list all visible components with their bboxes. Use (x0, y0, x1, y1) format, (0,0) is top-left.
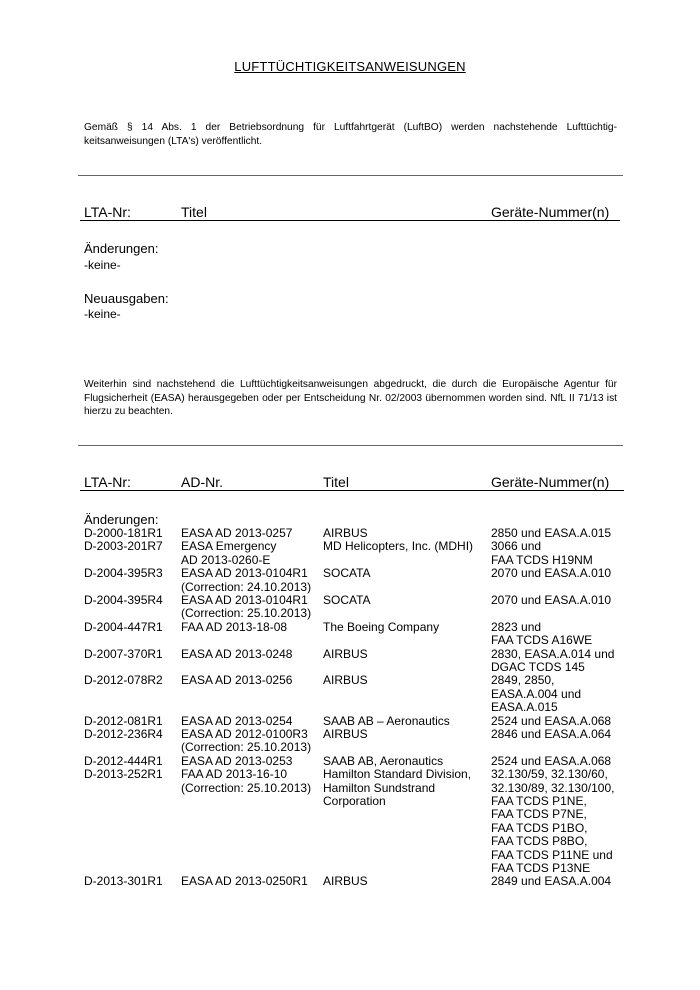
cell-titel (323, 540, 473, 553)
cell-lta-nr (84, 594, 163, 607)
cell-geraete-line: FAA TCDS P13NE (491, 861, 591, 876)
cell-ad-nr (181, 567, 311, 594)
cell-geraete-line: 2070 und EASA.A.010 (491, 566, 612, 581)
cell-ad-nr-line: EASA AD 2013-0253 (181, 753, 293, 768)
cell-geraete (491, 567, 611, 580)
cell-ad-nr (181, 648, 292, 661)
cell-ad-nr (181, 768, 311, 795)
s1-neuausgaben-label: Neuausgaben: (84, 291, 169, 306)
cell-ad-nr-line: FAA AD 2013-16-10 (181, 767, 288, 782)
cell-titel-line: Corporation (323, 794, 386, 808)
cell-ad-nr (181, 875, 308, 888)
cell-geraete (491, 755, 611, 768)
cell-titel-line: MD Helicopters, Inc. (MDHI) (323, 539, 474, 554)
cell-ad-nr-line: EASA Emergency (181, 539, 277, 554)
cell-lta-nr (84, 648, 163, 661)
s2-header-underline (80, 490, 624, 491)
cell-geraete-line: 2524 und EASA.A.068 (491, 713, 612, 728)
cell-ad-nr-line: EASA AD 2013-0254 (181, 713, 293, 728)
cell-geraete-line: FAA TCDS P8BO, (491, 834, 588, 849)
cell-geraete-line: EASA.A.004 und (491, 686, 582, 701)
cell-lta-nr (84, 755, 163, 768)
cell-geraete (491, 728, 611, 741)
cell-geraete (491, 715, 611, 728)
cell-titel-line: The Boeing Company (323, 619, 440, 634)
cell-geraete (491, 527, 611, 540)
cell-lta-nr (84, 567, 163, 580)
cell-geraete (491, 648, 614, 675)
cell-lta-nr-line: D-2012-081R1 (84, 713, 163, 728)
cell-geraete (491, 594, 611, 607)
cell-lta-nr-line: D-2004-395R3 (84, 566, 163, 581)
cell-ad-nr-line: EASA AD 2013-0248 (181, 646, 293, 661)
cell-ad-nr-line: EASA AD 2012-0100R3 (181, 727, 308, 741)
cell-lta-nr (84, 728, 163, 741)
cell-geraete-line: 2823 und (491, 619, 542, 634)
cell-geraete-line: 2524 und EASA.A.068 (491, 753, 612, 768)
cell-ad-nr (181, 621, 287, 634)
cell-lta-nr (84, 768, 163, 781)
cell-geraete (491, 540, 593, 567)
cell-titel (323, 594, 371, 607)
cell-titel (323, 648, 368, 661)
cell-ad-nr (181, 527, 292, 540)
cell-titel (323, 527, 368, 540)
cell-geraete-line: EASA.A.015 (491, 700, 558, 715)
s2-header-titel: Titel (323, 474, 349, 490)
cell-ad-nr-line: EASA AD 2013-0104R1 (181, 566, 308, 581)
cell-titel-line: SAAB AB – Aeronautics (323, 713, 450, 728)
s1-neuausgaben-value: -keine- (84, 307, 121, 321)
cell-geraete-line: 2830, EASA.A.014 und (491, 646, 615, 661)
cell-geraete-line: FAA TCDS P1NE, (491, 794, 587, 808)
cell-titel-line: AIRBUS (323, 673, 368, 688)
s1-header-underline (80, 220, 620, 221)
cell-lta-nr (84, 875, 163, 888)
page-title: LUFTTÜCHTIGKEITSANWEISUNGEN (234, 59, 466, 74)
cell-lta-nr-line: D-2012-078R2 (84, 673, 163, 688)
cell-lta-nr-line: D-2012-444R1 (84, 753, 163, 768)
cell-lta-nr (84, 715, 163, 728)
cell-titel-line: AIRBUS (323, 526, 368, 540)
cell-ad-nr-line: EASA AD 2013-0257 (181, 526, 293, 540)
cell-titel (323, 621, 439, 634)
cell-titel-line: Hamilton Standard Division, (323, 767, 472, 782)
cell-titel (323, 674, 368, 687)
cell-titel-line: SOCATA (323, 593, 371, 607)
s2-header-lta: LTA-Nr: (84, 474, 131, 490)
cell-lta-nr-line: D-2012-236R4 (84, 727, 163, 741)
cell-ad-nr-line: (Correction: 24.10.2013) (181, 579, 312, 594)
divider-middle (78, 445, 623, 446)
cell-geraete-line: 32.130/59, 32.130/60, (491, 767, 608, 782)
cell-lta-nr (84, 621, 163, 634)
cell-geraete-line: FAA TCDS A16WE (491, 633, 593, 648)
cell-titel (323, 755, 443, 768)
s1-header-lta: LTA-Nr: (84, 204, 131, 220)
cell-lta-nr-line: D-2004-447R1 (84, 619, 163, 634)
cell-lta-nr (84, 674, 163, 687)
cell-geraete (491, 875, 611, 888)
cell-geraete (491, 674, 581, 714)
cell-ad-nr-line: (Correction: 25.10.2013) (181, 740, 312, 755)
cell-lta-nr-line: D-2003-201R7 (84, 539, 163, 554)
cell-titel-line: AIRBUS (323, 874, 368, 889)
cell-geraete-line: 2850 und EASA.A.015 (491, 526, 612, 540)
cell-ad-nr (181, 674, 292, 687)
s2-header-ad: AD-Nr. (181, 474, 223, 490)
cell-geraete-line: 2070 und EASA.A.010 (491, 593, 612, 607)
cell-titel-line: AIRBUS (323, 646, 368, 661)
cell-geraete (491, 768, 614, 875)
cell-lta-nr-line: D-2013-301R1 (84, 874, 163, 889)
cell-ad-nr-line: AD 2013-0260-E (181, 552, 271, 567)
cell-titel (323, 567, 371, 580)
cell-geraete-line: 32.130/89, 32.130/100, (491, 780, 615, 795)
cell-titel-line: SOCATA (323, 566, 371, 581)
cell-lta-nr-line: D-2000-181R1 (84, 526, 163, 540)
cell-titel (323, 715, 450, 728)
cell-geraete-line: 3066 und (491, 539, 542, 554)
cell-titel-line: AIRBUS (323, 727, 368, 741)
cell-ad-nr-line: EASA AD 2013-0250R1 (181, 874, 308, 889)
cell-titel (323, 875, 368, 888)
cell-geraete-line: 2849, 2850, (491, 673, 555, 688)
cell-titel-line: Hamilton Sundstrand (323, 780, 436, 795)
easa-note-paragraph: Weiterhin sind nachstehend die Lufttüchtigkeitsanweisungen abgedruckt, die durch die Europäische Agentur für Flugsicherheit (EASA) herausgegeben oder per Entscheidung Nr. 02/2003 übernommen worden sind. NfL II 71/13 ist hierzu zu beachten. (84, 379, 617, 417)
cell-ad-nr (181, 715, 292, 728)
s2-header-geraete: Geräte-Nummer(n) (491, 474, 610, 490)
cell-titel (323, 728, 368, 741)
cell-geraete-line: 2846 und EASA.A.064 (491, 727, 612, 741)
cell-geraete-line: DGAC TCDS 145 (491, 660, 585, 674)
cell-lta-nr-line: D-2004-395R4 (84, 593, 163, 607)
cell-geraete-line: FAA TCDS P7NE, (491, 807, 587, 822)
cell-ad-nr-line: (Correction: 25.10.2013) (181, 780, 312, 795)
cell-ad-nr-line: EASA AD 2013-0256 (181, 673, 293, 688)
cell-geraete-line: 2849 und EASA.A.004 (491, 874, 612, 889)
cell-lta-nr-line: D-2013-252R1 (84, 767, 163, 782)
cell-ad-nr-line: EASA AD 2013-0104R1 (181, 593, 308, 607)
cell-geraete-line: FAA TCDS H19NM (491, 552, 593, 567)
cell-ad-nr-line: FAA AD 2013-18-08 (181, 619, 288, 634)
intro-paragraph: Gemäß § 14 Abs. 1 der Betriebsordnung für Luftfahrtgerät (LuftBO) werden nachstehende Lufttüchtig-keitsanweisungen (LTA's) veröffentlicht. (84, 122, 617, 147)
cell-ad-nr (181, 594, 311, 621)
cell-ad-nr (181, 755, 292, 768)
s1-header-titel: Titel (181, 204, 207, 220)
cell-titel (323, 768, 471, 808)
cell-lta-nr-line: D-2007-370R1 (84, 646, 163, 661)
cell-geraete (491, 621, 592, 648)
cell-lta-nr (84, 540, 163, 553)
cell-geraete-line: FAA TCDS P11NE und (491, 847, 613, 862)
cell-ad-nr (181, 728, 311, 755)
cell-ad-nr (181, 540, 276, 567)
s2-aenderungen-label: Änderungen: (84, 512, 159, 527)
s1-aenderungen-value: -keine- (84, 258, 121, 272)
divider-top (78, 175, 623, 176)
cell-ad-nr-line: (Correction: 25.10.2013) (181, 606, 312, 621)
cell-titel-line: SAAB AB, Aeronautics (323, 753, 444, 768)
cell-geraete-line: FAA TCDS P1BO, (491, 820, 588, 835)
s1-header-geraete: Geräte-Nummer(n) (491, 204, 610, 220)
s1-aenderungen-label: Änderungen: (84, 241, 159, 256)
cell-lta-nr (84, 527, 163, 540)
